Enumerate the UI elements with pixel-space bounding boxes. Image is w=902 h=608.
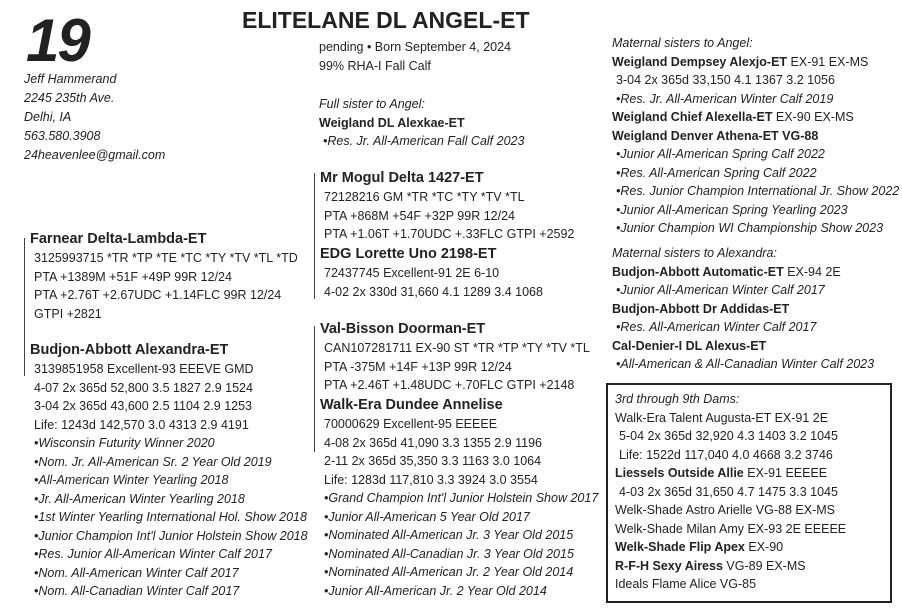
- production-record: 4-08 2x 365d 41,090 3.3 1355 2.9 1196: [324, 435, 543, 450]
- award-line: •Nom. Jr. All-American Sr. 2 Year Old 2019: [34, 454, 272, 469]
- pedigree-bracket: [314, 173, 315, 299]
- award-line: •Res. Junior Champion International Jr. Show 2022: [616, 184, 900, 198]
- consignor-phone: 563.580.3908: [24, 129, 101, 143]
- sister-name: Cal-Denier-I DL Alexus-ET: [612, 338, 767, 353]
- dams-sire-section: [30, 230, 298, 323]
- award-line: •Nominated All-American Jr. 2 Year Old 2014: [324, 565, 574, 579]
- award-line: •All-American Winter Yearling 2018: [34, 473, 229, 487]
- dams-sire-gtpi: GTPI +2821: [34, 306, 102, 321]
- dam-id: 3139851958 Excellent-93 EEEVE GMD: [34, 362, 254, 376]
- sire-section: [320, 169, 574, 244]
- award-line: •Jr. All-American Winter Yearling 2018: [34, 491, 245, 506]
- production-record: 2-11 2x 365d 35,350 3.3 1163 3.0 1064: [324, 454, 542, 468]
- dam-classification: EX-91 EEEEE: [743, 466, 828, 480]
- award-line: •Nominated All-Canadian Jr. 3 Year Old 2015: [324, 546, 574, 561]
- dam-sire-dam-id: 70000629 Excellent-95 EEEEE: [324, 417, 498, 431]
- dam-classification: EX-90: [744, 540, 784, 554]
- maternal-alexandra-header: Maternal sisters to Alexandra:: [612, 246, 777, 260]
- sister-name: Budjon-Abbott Dr Addidas-ET: [612, 301, 790, 316]
- pedigree-bracket: [24, 238, 25, 376]
- animal-info: [319, 38, 511, 75]
- dam-sire-pta-type: PTA +2.46T +1.48UDC +.70FLC GTPI +2148: [324, 378, 575, 392]
- award-line: •1st Winter Yearling International Hol. Show 2018: [34, 510, 307, 524]
- sister-name: Weigland Denver Athena-ET VG-88: [612, 128, 819, 143]
- award-line: •Nom. All-Canadian Winter Calf 2017: [34, 584, 240, 598]
- full-sister-section: [319, 95, 524, 151]
- dam-sire-dam-name: Walk-Era Dundee Annelise: [320, 397, 503, 413]
- award-line: •All-American & All-Canadian Winter Calf 2023: [616, 357, 875, 371]
- award-line: •Res. Jr. All-American Winter Calf 2019: [616, 91, 834, 106]
- award-line: •Nom. All-American Winter Calf 2017: [34, 565, 239, 580]
- sister-name: Weigland Dempsey Alexjo-ET: [612, 54, 788, 69]
- dam-section: [30, 341, 308, 601]
- sire-pta-production: PTA +868M +54F +32P 99R 12/24: [324, 208, 515, 223]
- sire-dam-name: EDG Lorette Uno 2198-ET: [320, 246, 497, 262]
- award-line: •Junior All-American Spring Yearling 2023: [616, 202, 848, 217]
- dam-sire-pta-production: PTA -375M +14F +13P 99R 12/24: [324, 359, 512, 374]
- dams-box-header: 3rd through 9th Dams:: [615, 392, 740, 406]
- lot-number: 19: [26, 7, 89, 74]
- dams-sire-name: Farnear Delta-Lambda-ET: [30, 231, 207, 247]
- dams-sire-pta-production: PTA +1389M +51F +49P 99R 12/24: [34, 269, 232, 284]
- dams-sire-pta-type: PTA +2.76T +2.67UDC +1.14FLC 99R 12/24: [34, 288, 282, 302]
- maternal-angel-header: Maternal sisters to Angel:: [612, 36, 753, 50]
- registration-birth: pending • Born September 4, 2024: [319, 40, 512, 54]
- production-record: Life: 1522d 117,040 4.0 4668 3.2 3746: [619, 447, 833, 462]
- sister-classification: EX-90 EX-MS: [772, 110, 854, 124]
- dam-name-9th: Ideals Flame Alice VG-85: [615, 577, 757, 591]
- animal-name: ELITELANE DL ANGEL-ET: [242, 7, 530, 33]
- production-record: 5-04 2x 365d 32,920 4.3 1403 3.2 1045: [619, 429, 838, 443]
- award-line: •Junior All-American 5 Year Old 2017: [324, 509, 530, 524]
- dam-sire-section: [320, 320, 590, 395]
- dam-name-3rd: Walk-Era Talent Augusta-ET: [615, 410, 772, 425]
- sire-dam-record: 4-02 2x 330d 31,660 4.1 1289 3.4 1068: [324, 284, 543, 299]
- consignor-city: Delhi, IA: [24, 110, 72, 124]
- award-line: •Nominated All-American Jr. 3 Year Old 2015: [324, 528, 574, 542]
- award-line: •Junior Champion WI Championship Show 2023: [616, 221, 884, 235]
- sire-name: Mr Mogul Delta 1427-ET: [320, 170, 484, 186]
- dam-name-6th: Welk-Shade Milan Amy EX-93 2E EEEEE: [615, 521, 847, 536]
- award-line: •Junior All-American Spring Calf 2022: [616, 147, 825, 161]
- award-line: •Res. All-American Winter Calf 2017: [616, 320, 817, 334]
- dam-name-7th: Welk-Shade Flip Apex: [615, 540, 745, 554]
- production-record: 3-04 2x 365d 33,150 4.1 1367 3.2 1056: [616, 73, 835, 87]
- dams-box-content: [615, 390, 846, 594]
- dam-classification: VG-89 EX-MS: [722, 558, 806, 573]
- dam-sire-dam-section: [320, 396, 598, 600]
- sister-classification: EX-91 EX-MS: [787, 54, 869, 69]
- award-line: •Res. All-American Spring Calf 2022: [616, 165, 817, 180]
- dam-name: Budjon-Abbott Alexandra-ET: [30, 342, 229, 358]
- award-line: •Grand Champion Int'l Junior Holstein Show 2017: [324, 491, 599, 505]
- sire-dam-section: [320, 245, 543, 301]
- award-line: •Res. Junior All-American Winter Calf 2017: [34, 547, 272, 561]
- dam-classification: EX-91 2E: [771, 410, 829, 425]
- sister-name: Weigland Chief Alexella-ET: [612, 110, 773, 124]
- full-sister-award: •Res. Jr. All-American Fall Calf 2023: [323, 134, 525, 148]
- dam-sire-name: Val-Bisson Doorman-ET: [320, 321, 486, 337]
- production-record: Life: 1283d 117,810 3.3 3924 3.0 3554: [324, 472, 538, 487]
- award-line: •Junior Champion Int'l Junior Holstein Show 2018: [34, 528, 308, 543]
- maternal-sisters-alexandra: [612, 244, 874, 374]
- production-record: 4-07 2x 365d 52,800 3.5 1827 2.9 1524: [34, 380, 253, 395]
- dam-name-4th: Liessels Outside Allie: [615, 466, 744, 480]
- sire-pta-type: PTA +1.06T +1.70UDC +.33FLC GTPI +2592: [324, 227, 575, 241]
- production-record: Life: 1243d 142,570 3.0 4313 2.9 4191: [34, 417, 249, 432]
- maternal-sisters-angel: [612, 34, 899, 238]
- consignor-name: Jeff Hammerand: [24, 72, 117, 86]
- award-line: •Junior All-American Jr. 2 Year Old 2014: [324, 583, 547, 598]
- pedigree-bracket: [314, 326, 315, 452]
- consignor-address: 2245 235th Ave.: [24, 91, 115, 105]
- sire-id-traits: 72128216 GM *TR *TC *TY *TV *TL: [324, 190, 525, 204]
- production-record: 4-03 2x 365d 31,650 4.7 1475 3.3 1045: [619, 484, 838, 499]
- production-record: 3-04 2x 365d 43,600 2.5 1104 2.9 1253: [34, 399, 253, 413]
- consignor-email: 24heavenlee@gmail.com: [24, 148, 166, 162]
- sire-dam-id: 72437745 Excellent-91 2E 6-10: [324, 266, 500, 280]
- full-sister-header: Full sister to Angel:: [319, 97, 425, 111]
- award-line: •Wisconsin Futurity Winner 2020: [34, 436, 215, 450]
- consignor-info: [24, 70, 165, 165]
- dam-name-8th: R-F-H Sexy Airess: [615, 558, 723, 573]
- full-sister-name: Weigland DL Alexkae-ET: [319, 115, 465, 130]
- sister-name: Budjon-Abbott Automatic-ET: [612, 264, 784, 279]
- sister-classification: EX-94 2E: [783, 264, 841, 279]
- dam-sire-id: CAN107281711 EX-90 ST *TR *TP *TY *TV *TL: [324, 341, 590, 355]
- rha-calf-class: 99% RHA-I Fall Calf: [319, 58, 431, 73]
- dam-name-5th: Welk-Shade Astro Arielle VG-88 EX-MS: [615, 503, 835, 517]
- award-line: •Junior All-American Winter Calf 2017: [616, 283, 825, 297]
- dams-sire-id-traits: 3125993715 *TR *TP *TE *TC *TY *TV *TL *TD: [34, 251, 298, 265]
